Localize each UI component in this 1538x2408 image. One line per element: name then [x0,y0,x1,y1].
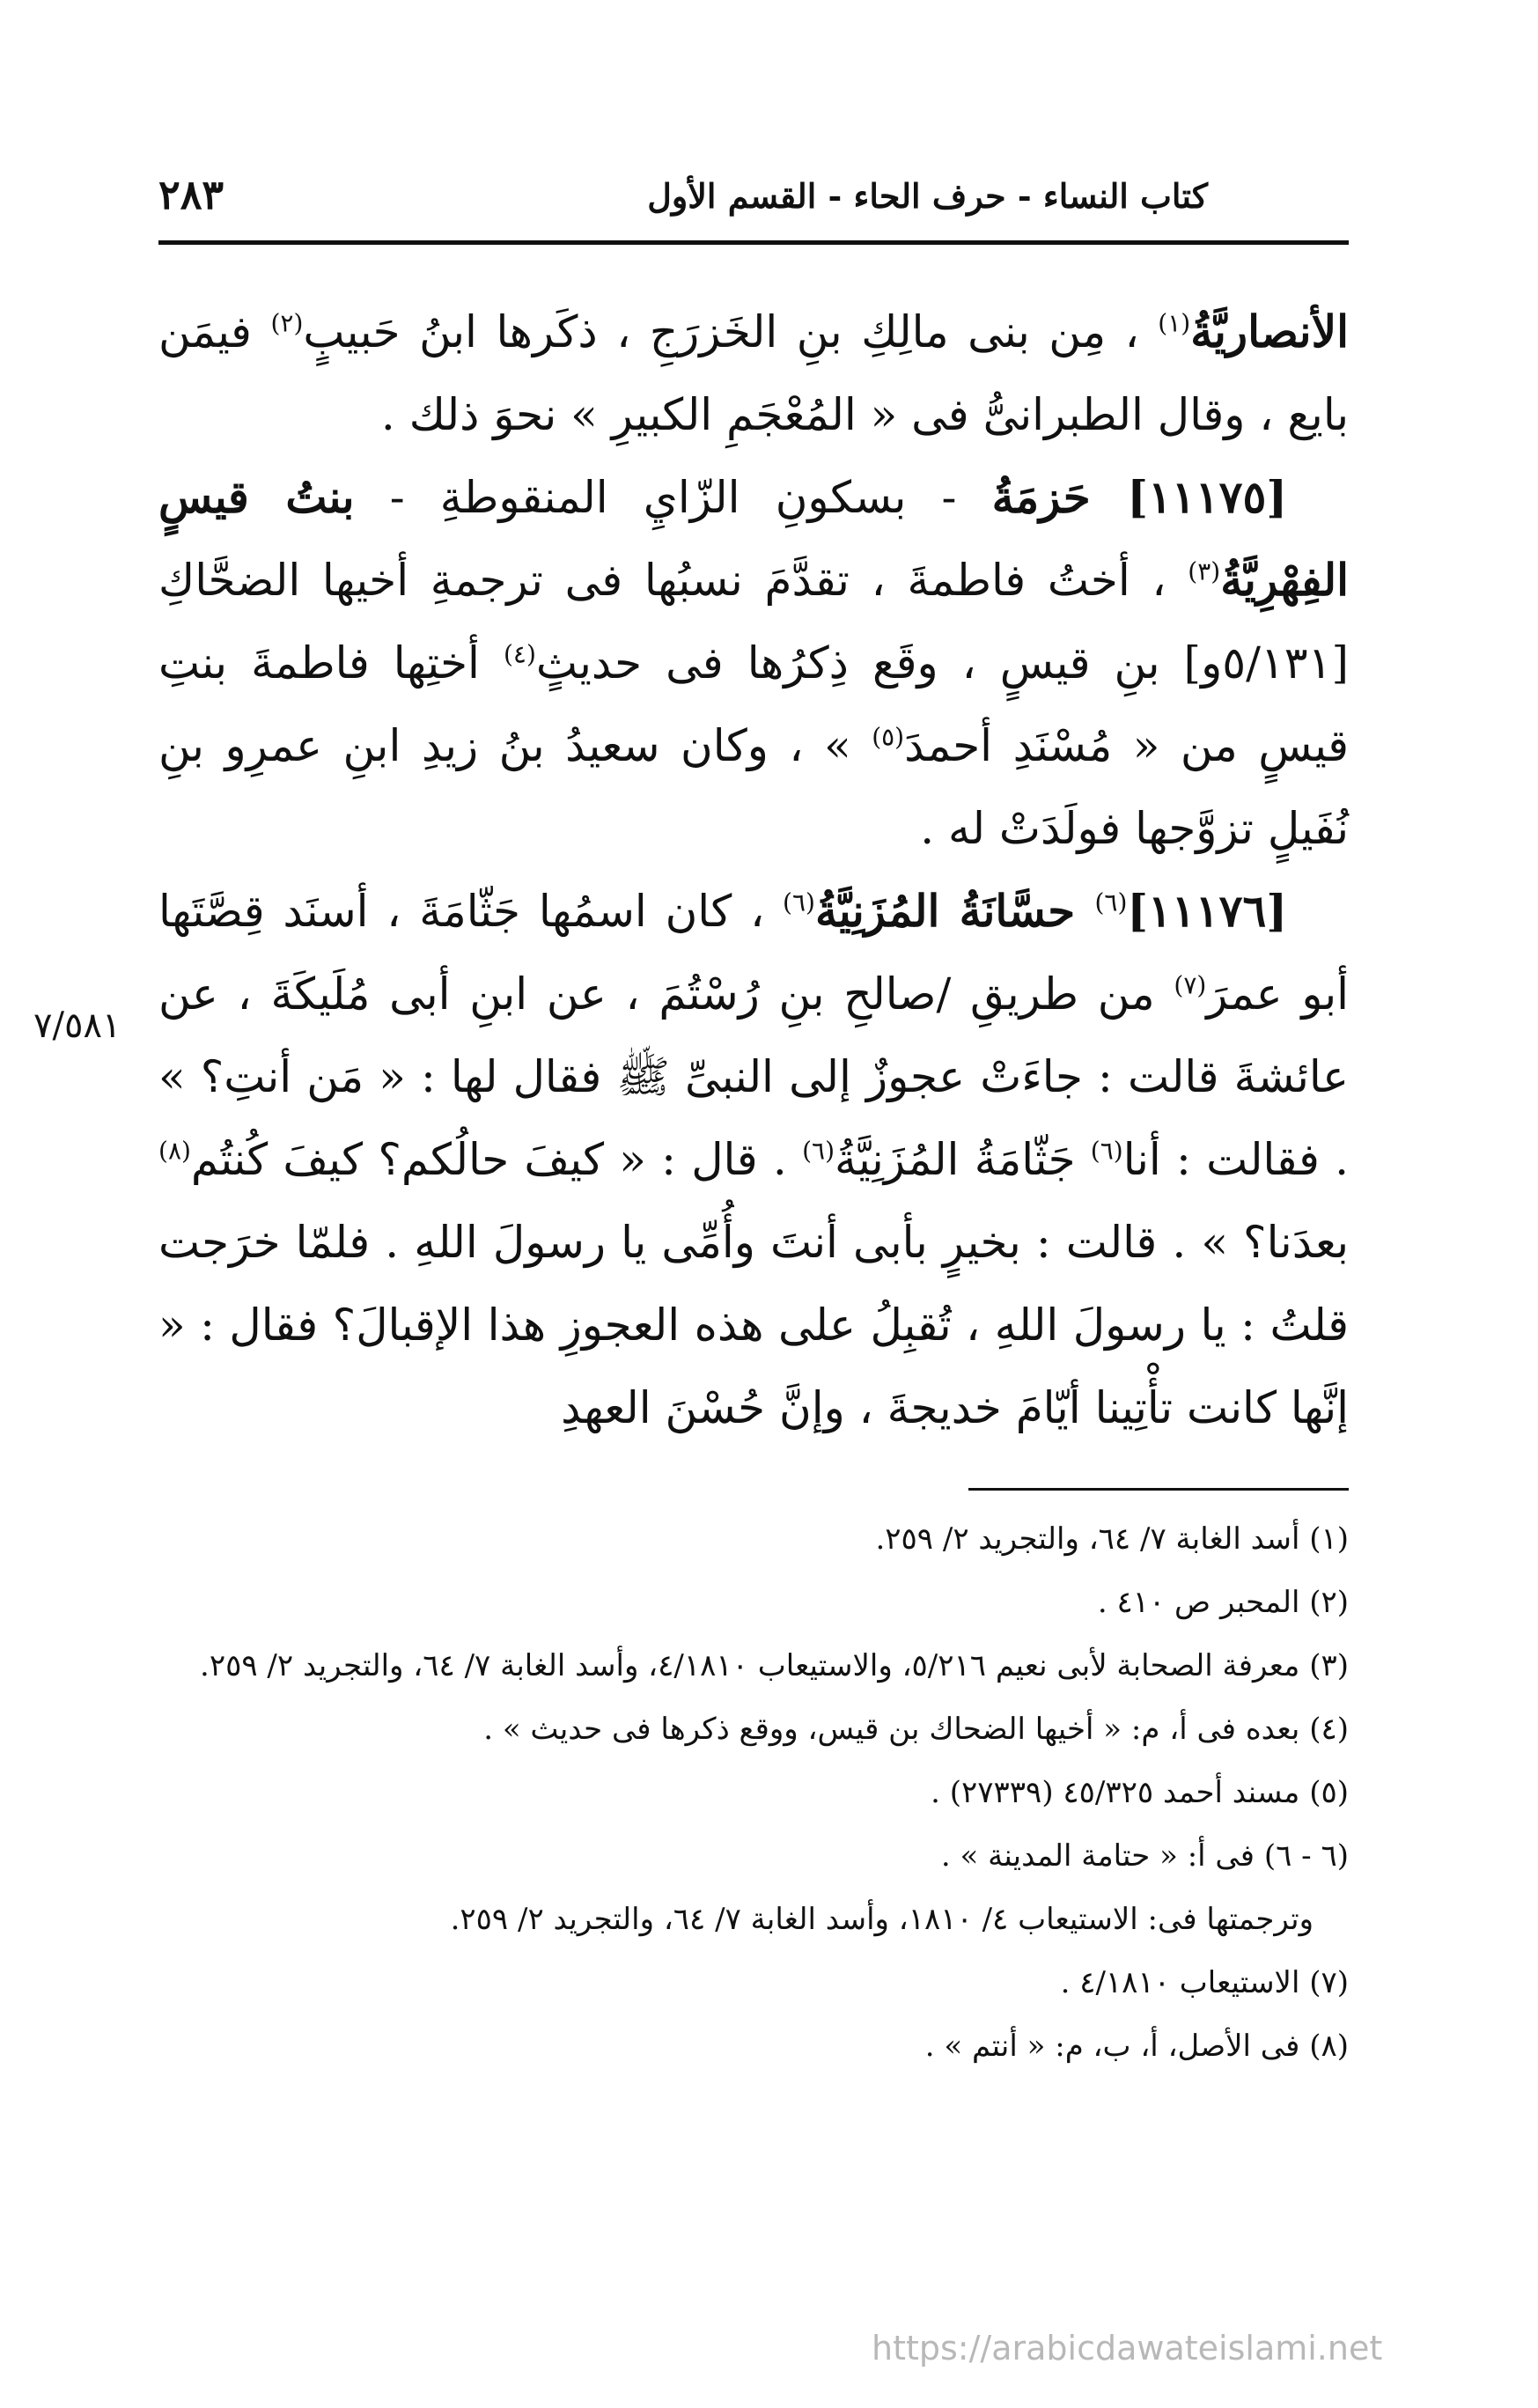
margin-volume-page-note: ٧/٥٨١ [33,1005,121,1046]
paragraph-text: بعدَنا؟ » . قالت : بخيرٍ بأبى أنتَ وأُمِّى يا رسولَ اللهِ . فلمّا خرَجت قلتُ : يا رسولَ اللهِ ، تُقبِلُ على هذه العجوزِ هذا الإقبالَ؟ فقال : « إنَّها كانت تأْتِينا أيّامَ خديجةَ ، وإنَّ حُسْنَ العهدِ [158,1217,1349,1433]
footnote-ref: (٦) [1094,887,1128,917]
paragraph-text: . قال : « كيفَ حالُكم؟ كيفَ كُنتُم [190,1134,803,1185]
entry-name: حسَّانَةُ المُزَنِيَّةُ [814,885,1095,937]
footnote: (٢) المحبر ص ٤١٠ . [1097,1585,1349,1620]
footnote-ref: (٦) [1090,1136,1123,1166]
page-number: ٢٨٣ [158,171,224,218]
footnote: (٦ - ٦) فى أ: « حتامة المدينة » . [940,1838,1349,1874]
footnotes [158,1514,1349,2085]
footnote-ref: (٣) [1188,556,1221,586]
footnote-ref: (٧) [1174,970,1207,1000]
footnote: (١) أسد الغابة ٧/ ٦٤، والتجريد ٢/ ٢٥٩. [875,1521,1349,1557]
main-text [158,291,1349,1449]
footnote-ref: (١) [1158,308,1191,338]
paragraph-text: » ، وكان سعيدُ بنُ زيدِ ابنِ عمرِو بنِ نُفَيلٍ تزوَّجها فولَدَتْ له . [158,720,1349,854]
paragraph-text: أختِها فاطمةَ بنتِ قيسٍ من « مُسْنَدِ أحمدَ [158,637,1349,771]
paragraph-text: ، كان اسمُها جَثّامَةَ ، أسنَد قِصَّتَها أبو عمرَ [158,886,1349,1020]
entry-name: بنتُ قيسٍ الفِهْرِيَّةُ [158,471,1349,606]
paragraph-text: - بسكونِ الزّايِ المنقوطةِ - [354,472,992,523]
entry-name: الأنصاريَّةُ [1190,306,1349,357]
paragraph-text: ، مِن بنى مالِكِ بنِ الخَزرَجِ ، ذكَرها ابنُ حَبيبٍ [303,306,1159,357]
footnote-ref: (٥) [872,722,905,752]
footnote-divider [968,1488,1349,1491]
footnote-ref: (٦) [783,887,815,917]
entry-name: حَزمَةُ [991,471,1128,523]
footnote-ref: (٤) [503,639,536,669]
footnote-ref: (٦) [802,1136,835,1166]
paragraph-text: من طريقِ /صالحِ بنِ رُسْتُمَ ، عن ابنِ أبى مُلَيكَةَ ، عن عائشةَ قالت : جاءَتْ عجوزٌ إلى النبىِّ ﷺ فقال لها : « مَن أنتِ؟ » . فقالت : أنا [158,968,1349,1185]
footnote: (٣) معرفة الصحابة لأبى نعيم ٥/٢١٦، والاستيعاب ٤/١٨١٠، وأسد الغابة ٧/ ٦٤، والتجريد ٢/ ٢٥٩. [200,1648,1349,1683]
entry-11176 [158,870,1349,1449]
footnote: (٧) الاستيعاب ٤/١٨١٠ . [1060,1965,1349,2000]
footnote-ref: (٨) [158,1136,191,1166]
entry-number: [١١١٧٥] [1127,471,1288,523]
footnote-ref: (٢) [270,308,304,338]
paragraph-text: فيمَن بايع ، وقال الطبرانىُّ فى « المُعْجَمِ الكبيرِ » نحوَ ذلك . [158,306,1349,440]
footnote: (٥) مسند أحمد ٤٥/٣٢٥ (٢٧٣٣٩) . [931,1775,1349,1810]
paragraph-continuation [158,291,1349,456]
page-header [158,171,1349,229]
footnote: (٨) فى الأصل، أ، ب، م: « أنتم » . [924,2029,1349,2064]
entry-11175 [158,456,1349,870]
paragraph-text: ، أختُ فاطمةَ ، تقدَّمَ نسبُها فى ترجمةِ أخيها الضحَّاكِ [٥/١٣١و] بنِ قيسٍ ، وقَع ذِكرُها فى حديثٍ [158,555,1350,689]
footnote: (٤) بعده فى أ، م: « أخيها الضحاك بن قيس، ووقع ذكرها فى حديث » . [483,1712,1349,1747]
header-divider [158,240,1349,245]
entry-number: [١١١٧٦] [1127,885,1287,937]
running-title: كتاب النساء - حرف الحاء - القسم الأول [647,176,1208,216]
footnote-continuation: وترجمتها فى: الاستيعاب ٤/ ١٨١٠، وأسد الغابة ٧/ ٦٤، والتجريد ٢/ ٢٥٩. [450,1902,1314,1937]
watermark-url: https://arabicdawateislami.net [872,2329,1383,2367]
paragraph-text: جَثّامَةُ المُزَنِيَّةُ [835,1134,1091,1185]
